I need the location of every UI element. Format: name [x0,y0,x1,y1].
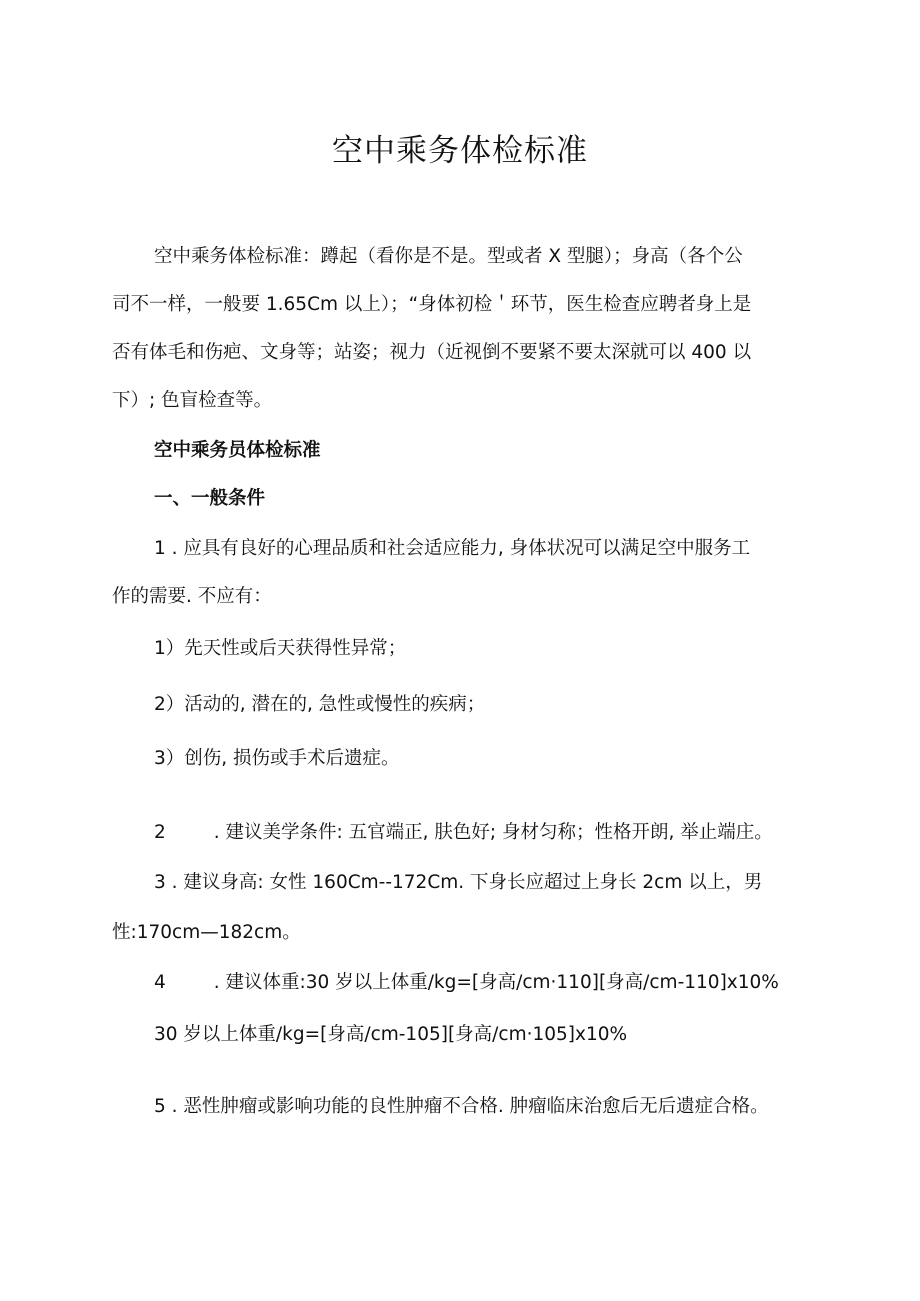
section-subtitle: 空中乘务员体检标准 [154,440,321,461]
section-heading-general: 一、一般条件 [154,488,266,509]
intro-line-3: 否有体毛和伤疤、文身等；站姿；视力（近视倒不要紧不要太深就可以 400 以 [112,342,752,363]
item-3-line-2: 性:170cm—182cm。 [112,922,301,943]
intro-line-4: 下）; 色盲检查等。 [112,390,273,411]
item-2-number: 2 [154,822,166,843]
sub-item-3: 3）创伤, 损伤或手术后遗症。 [154,748,400,769]
document-title: 空中乘务体检标准 [332,133,588,169]
item-4-text: . 建议体重:30 岁以上体重/kg=[身高/cm·110][身高/cm-110]x10% [213,972,779,993]
item-4-number: 4 [154,972,166,993]
item-3-line-1: 3 . 建议身高: 女性 160Cm--172Cm. 下身长应超过上身长 2cm 以上，男 [154,872,763,893]
item-1-line-1: 1 . 应具有良好的心理品质和社会适应能力, 身体状况可以满足空中服务工 [154,538,751,559]
item-4-line-2: 30 岁以上体重/kg=[身高/cm-105][身高/cm·105]x10% [154,1024,628,1045]
item-2 [154,818,773,848]
item-2-text: . 建议美学条件: 五官端正, 肤色好; 身材匀称；性格开朗, 举止端庄。 [213,822,773,843]
item-1-line-2: 作的需要. 不应有： [112,586,272,607]
sub-item-1: 1）先天性或后天获得性异常； [154,638,407,659]
intro-line-2: 司不一样，一般要 1.65Cm 以上）；“身体初检＇环节，医生检查应聘者身上是 [112,294,752,315]
intro-line-1: 空中乘务体检标准：蹲起（看你是不是。型或者 X 型腿）；身高（各个公 [154,246,743,267]
item-5: 5 . 恶性肿瘤或影响功能的良性肿瘤不合格. 肿瘤临床治愈后无后遗症合格。 [154,1096,769,1117]
sub-item-2: 2）活动的, 潜在的, 急性或慢性的疾病； [154,694,486,715]
item-4 [154,968,779,998]
